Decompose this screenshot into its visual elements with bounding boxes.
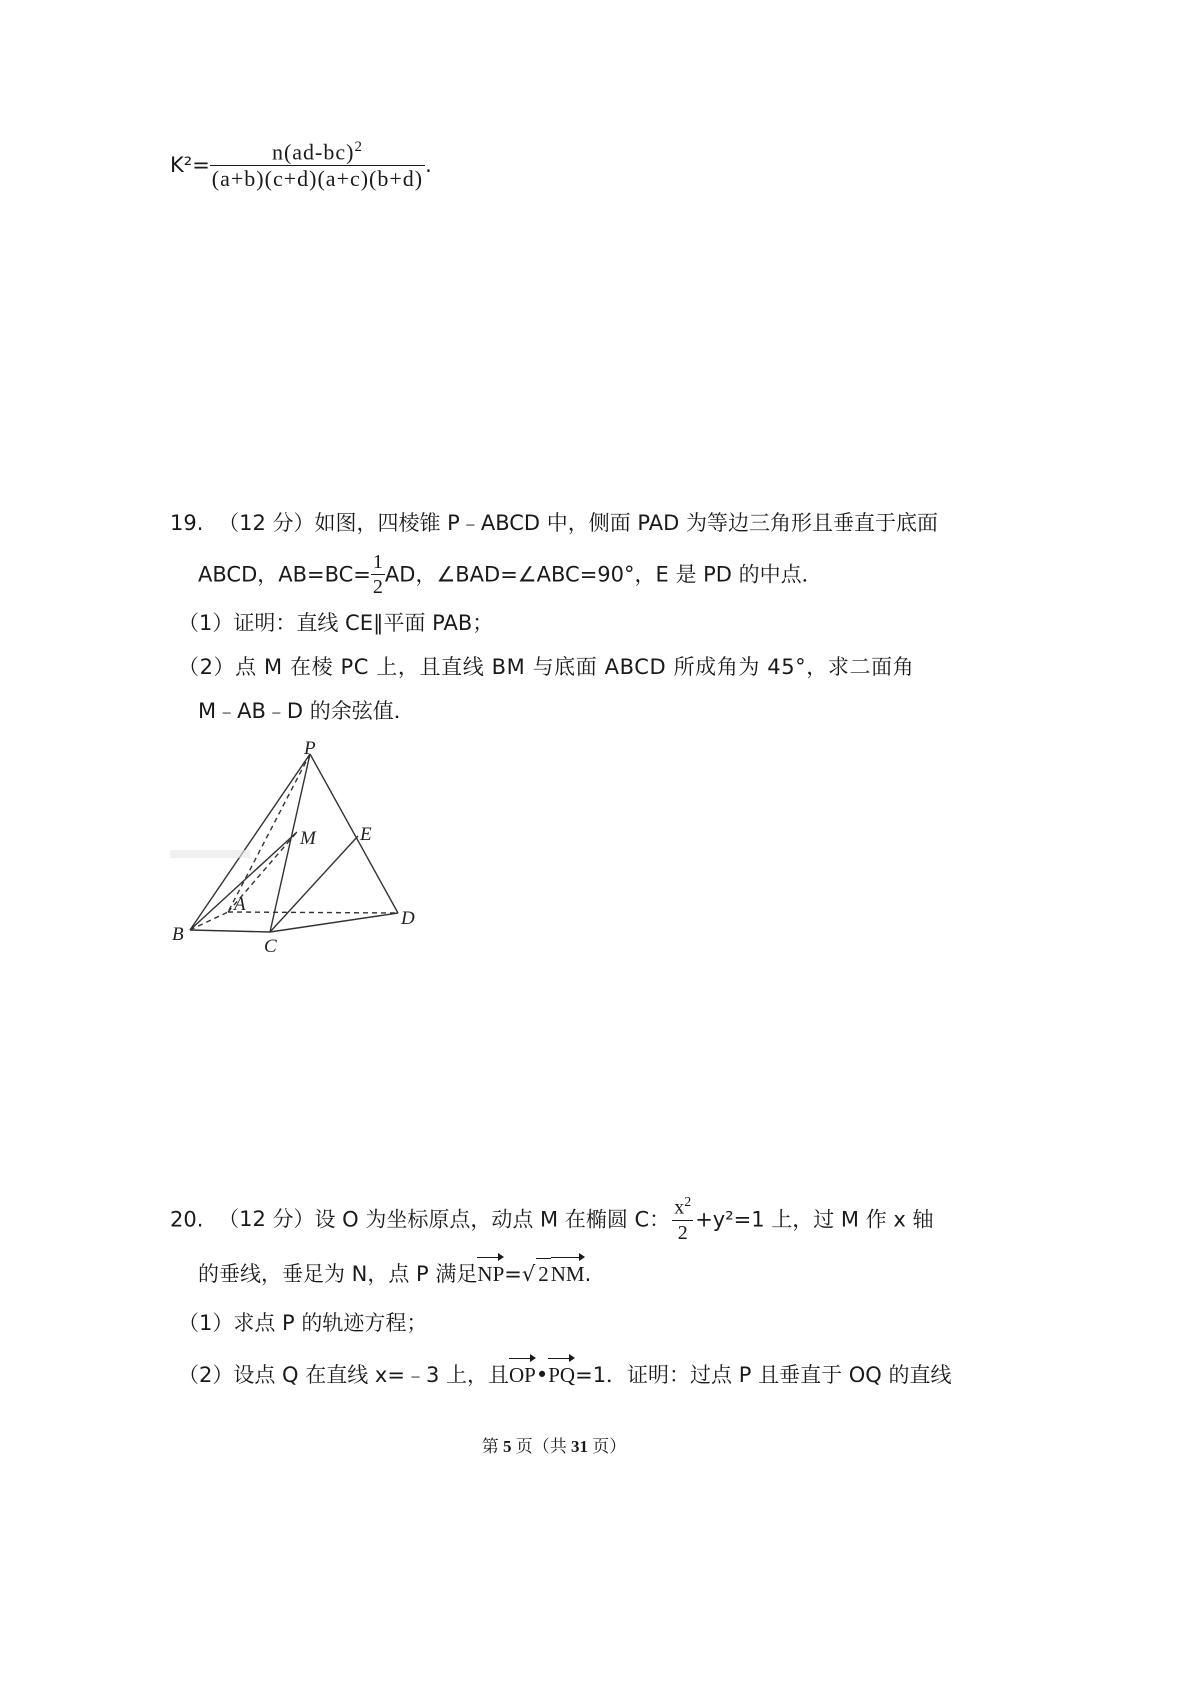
q20-part1: （1）求点 P 的轨迹方程；	[178, 1311, 428, 1335]
q20-line1: 20. （12 分）设 O 为坐标原点，动点 M 在椭圆 C： $\frac{x^2}{2}$ +y²=1 上，过 M 作 x 轴	[170, 1195, 934, 1244]
vector-NM: NM	[551, 1259, 585, 1289]
label-D: D	[401, 908, 415, 929]
q19-line2: ABCD，AB=BC= $\frac{1}{2}$ AD，∠BAD=∠ABC=90°，E 是 PD 的中点．	[198, 551, 823, 598]
sqrt-symbol: √	[521, 1262, 536, 1286]
vector-OP: OP	[509, 1360, 536, 1390]
q19-part1: （1）证明：直线 CE∥平面 PAB；	[178, 611, 494, 635]
label-B: B	[172, 924, 184, 945]
label-E: E	[360, 824, 372, 845]
formula-lhs: K²=	[170, 153, 210, 178]
page-footer: 第 5 页（共 31 页）	[481, 1437, 627, 1456]
edge-CD	[270, 913, 398, 932]
q19-part2: （2）点 M 在棱 PC 上，且直线 BM 与底面 ABCD 所成角为 45°，求二面角	[178, 655, 915, 679]
formula-denominator: (a+b)(c+d)(a+c)(b+d)	[211, 166, 424, 192]
edge-PB	[190, 754, 310, 930]
label-M: M	[300, 828, 316, 849]
page-number: 5	[503, 1437, 512, 1456]
vector-PQ: PQ	[548, 1360, 575, 1390]
label-P: P	[304, 740, 316, 759]
q20-ellipse-fraction: $\frac{x^2}{2}$	[674, 1195, 692, 1244]
edge-BC	[190, 930, 270, 932]
scan-smudge	[170, 850, 250, 858]
pyramid-figure	[160, 740, 450, 960]
vector-NP: NP	[477, 1259, 504, 1289]
formula-fraction	[210, 140, 425, 190]
q20-score: （12 分）	[218, 1207, 315, 1232]
q19-number: 19.	[170, 511, 204, 535]
label-C: C	[264, 936, 277, 957]
edge-AD-hidden	[228, 912, 398, 913]
chi-square-formula: K²= $\frac{n(ad-bc)^2}{(a+b)(c+d)(a+c)(b+d)}$ .	[170, 139, 432, 192]
segment-CE	[270, 836, 358, 932]
formula-numerator: $n(ad-bc)^2$	[271, 139, 363, 165]
page-total: 31	[571, 1437, 588, 1456]
q20-line2: 的垂线，垂足为 N，点 P 满足NP=√ 2NM.	[198, 1258, 591, 1289]
sqrt-argument: 2	[536, 1258, 551, 1289]
label-A: A	[234, 894, 246, 915]
edge-PA-hidden	[228, 754, 310, 912]
q19-text-line1: 如图，四棱锥 P﹣ABCD 中，侧面 PAD 为等边三角形且垂直于底面	[314, 511, 938, 535]
q19-score: （12 分）	[218, 511, 315, 535]
edge-PD	[310, 754, 398, 913]
q20-number: 20.	[170, 1207, 204, 1232]
q20-part2: （2）设点 Q 在直线 x=﹣3 上，且OP•PQ=1．证明：过点 P 且垂直于 OQ 的直线	[178, 1360, 951, 1390]
q19-line1	[170, 508, 938, 538]
q19-half-fraction: $\frac{1}{2}$	[372, 551, 383, 598]
q19-part2-cont: M﹣AB﹣D 的余弦值．	[198, 699, 415, 723]
